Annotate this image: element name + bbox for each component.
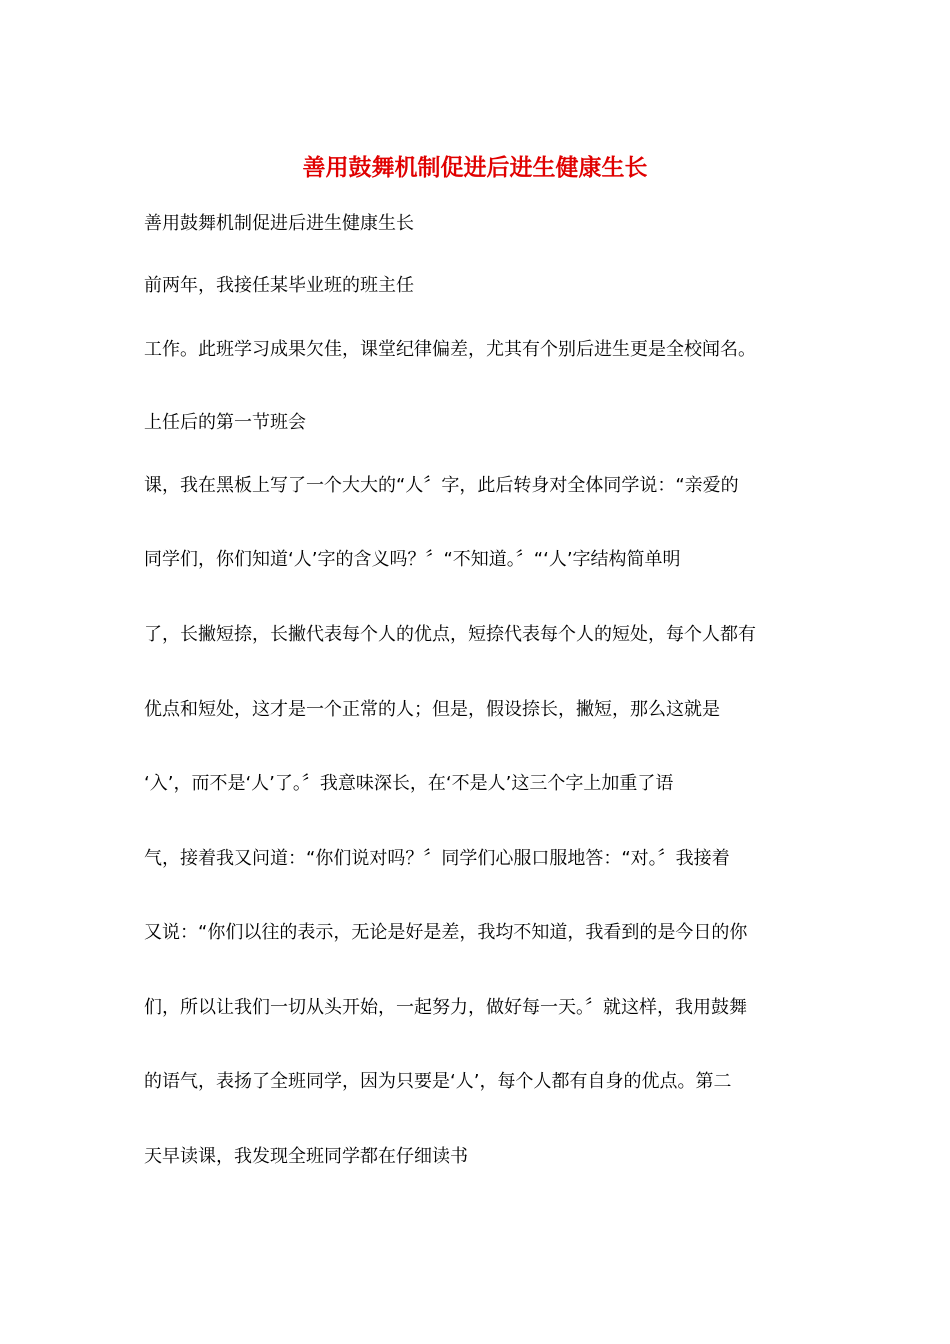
body-line-3: 工作。此班学习成果欠佳，课堂纪律偏差，尤其有个别后进生更是全校闻名。 — [144, 339, 756, 360]
body-line-5: 课，我在黑板上写了一个大大的“人〞字，此后转身对全体同学说：“亲爱的 — [144, 475, 739, 496]
body-line-1: 善用鼓舞机制促进后进生健康生长 — [144, 213, 414, 234]
body-line-13: 的语气，表扬了全班同学，因为只要是‘人’，每个人都有自身的优点。第二 — [144, 1071, 732, 1092]
body-line-7: 了，长撇短捺，长撇代表每个人的优点，短捺代表每个人的短处，每个人都有 — [144, 624, 756, 645]
body-line-12: 们，所以让我们一切从头开始，一起努力，做好每一天。〞就这样，我用鼓舞 — [144, 997, 747, 1018]
document-title: 善用鼓舞机制促进后进生健康生长 — [302, 154, 648, 181]
body-line-14: 天早读课，我发现全班同学都在仔细读书 — [144, 1146, 468, 1167]
body-line-8: 优点和短处，这才是一个正常的人；但是，假设捺长，撇短，那么这就是 — [144, 699, 720, 720]
body-line-11: 又说：“你们以往的表示，无论是好是差，我均不知道，我看到的是今日的你 — [144, 922, 748, 943]
body-line-6: 同学们，你们知道‘人’字的含义吗？〞“不知道。〞“‘人’字结构简单明 — [144, 549, 681, 570]
body-line-10: 气，接着我又问道：“你们说对吗？〞同学们心服口服地答：“对。〞我接着 — [144, 848, 730, 869]
body-line-2: 前两年，我接任某毕业班的班主任 — [144, 275, 414, 296]
body-line-9: ‘入’，而不是‘人’了。〞我意味深长，在‘不是人’这三个字上加重了语 — [144, 773, 674, 794]
body-line-4: 上任后的第一节班会 — [144, 412, 306, 433]
